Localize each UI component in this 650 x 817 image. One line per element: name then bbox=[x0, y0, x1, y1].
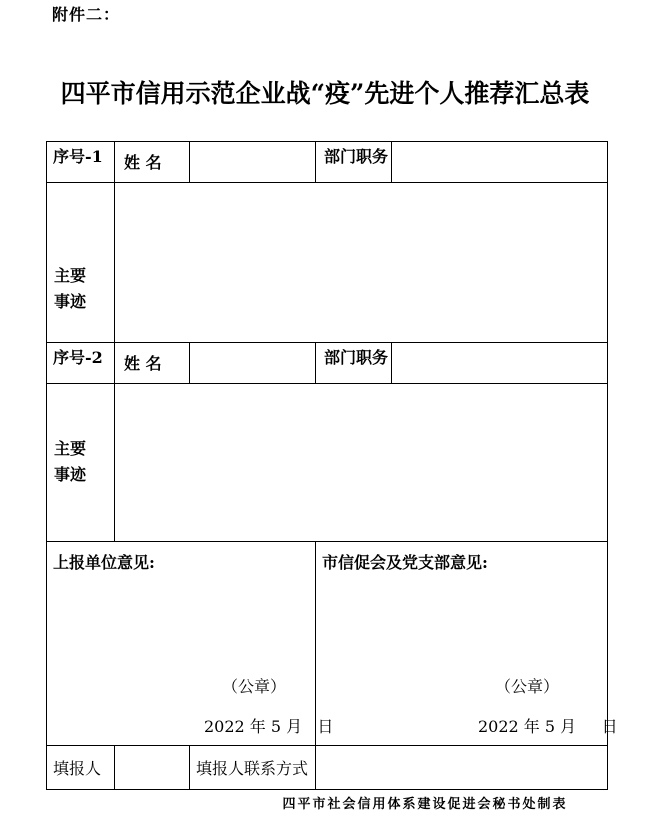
seal-right: （公章） bbox=[495, 677, 560, 696]
date-left: 2022 年 5 月 日 bbox=[204, 717, 334, 736]
deeds-label-2-line2: 事迹 bbox=[54, 465, 87, 484]
deeds-field-2[interactable] bbox=[116, 385, 605, 539]
name-label-2: 姓 名 bbox=[124, 354, 162, 373]
name-field-2[interactable] bbox=[191, 344, 313, 381]
page-title: 四平市信用示范企业战“疫”先进个人推荐汇总表 bbox=[60, 79, 590, 108]
seq-label-1: 序号-1 bbox=[53, 147, 103, 166]
contact-label: 填报人联系方式 bbox=[196, 759, 309, 778]
dept-field-2[interactable] bbox=[393, 344, 605, 381]
dept-label-1: 部门职务 bbox=[324, 147, 389, 166]
contact-field[interactable] bbox=[317, 747, 605, 787]
deeds-label-1-line1: 主要 bbox=[54, 266, 87, 285]
dept-field-1[interactable] bbox=[393, 143, 605, 180]
dept-label-2: 部门职务 bbox=[324, 348, 389, 367]
filler-label: 填报人 bbox=[53, 759, 102, 778]
association-opinion-label: 市信促会及党支部意见: bbox=[322, 553, 488, 572]
seq-label-2: 序号-2 bbox=[53, 348, 103, 367]
date-right: 2022 年 5 月 日 bbox=[478, 717, 618, 736]
footer-note: 四平市社会信用体系建设促进会秘书处制表 bbox=[282, 797, 568, 812]
reporting-unit-opinion-label: 上报单位意见: bbox=[53, 553, 155, 572]
deeds-label-2-line1: 主要 bbox=[54, 439, 87, 458]
deeds-field-1[interactable] bbox=[116, 184, 605, 340]
attachment-label: 附件二： bbox=[52, 5, 121, 24]
seal-left: （公章） bbox=[222, 677, 287, 696]
name-label-1: 姓 名 bbox=[124, 153, 162, 172]
filler-field[interactable] bbox=[116, 747, 188, 787]
name-field-1[interactable] bbox=[191, 143, 313, 180]
deeds-label-1-line2: 事迹 bbox=[54, 292, 87, 311]
